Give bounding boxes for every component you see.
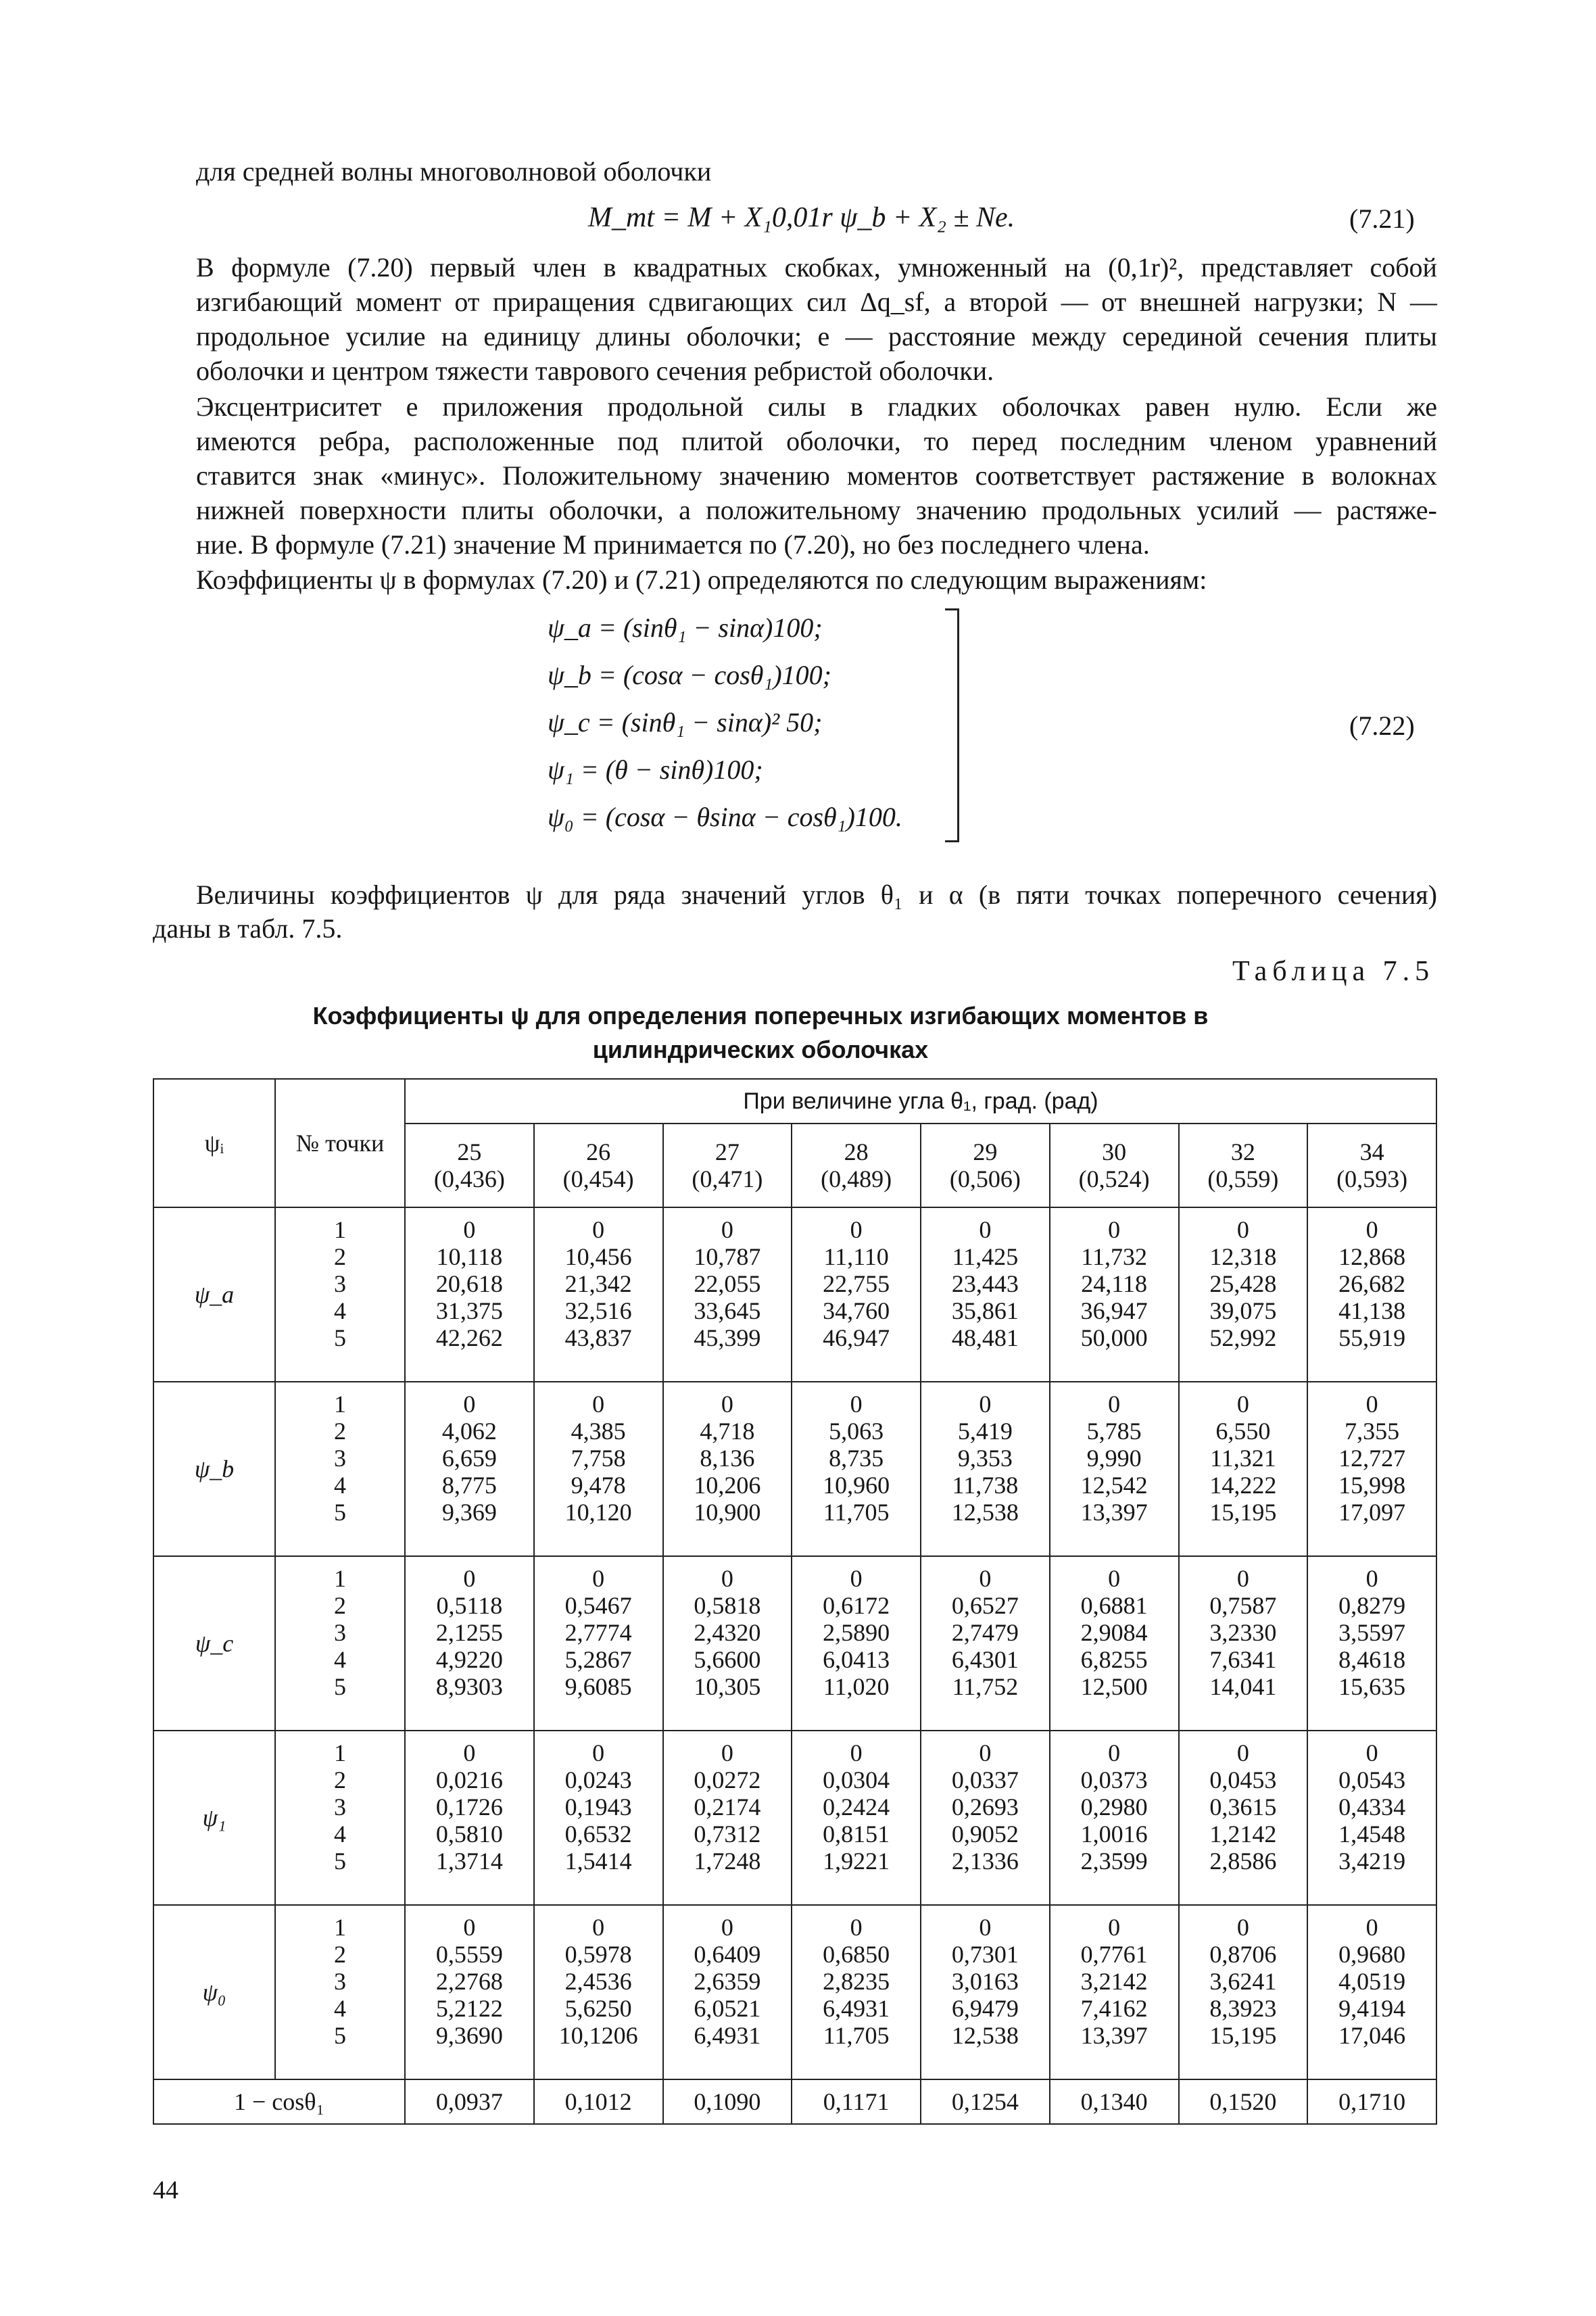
header-angle: 28 (0,489) [792, 1124, 921, 1207]
point-numbers: 1 2 3 4 5 [275, 1731, 405, 1905]
point-numbers: 1 2 3 4 5 [275, 1207, 405, 1382]
value-cell: 0 0,8279 3,5597 8,4618 15,635 [1307, 1556, 1436, 1731]
value-cell: 0 0,0304 0,2424 0,8151 1,9221 [792, 1731, 921, 1905]
value-cell: 0 0,0216 0,1726 0,5810 1,3714 [405, 1731, 534, 1905]
value-cell: 0,1012 [534, 2079, 663, 2124]
header-angle: 27 (0,471) [663, 1124, 792, 1207]
row-label: 1 − cosθ₁ [153, 2079, 405, 2124]
table-row [153, 1731, 1436, 1905]
value-cell: 0 0,7761 3,2142 7,4162 13,397 [1050, 1905, 1179, 2079]
value-cell: 0 0,6527 2,7479 6,4301 11,752 [921, 1556, 1050, 1731]
para-line: Эксцентриситет e приложения продольной силы в гладких оболочках равен нулю. Если же [196, 391, 1437, 422]
value-cell: 0 0,5818 2,4320 5,6600 10,305 [663, 1556, 792, 1731]
para-line: Коэффициенты ψ в формулах (7.20) и (7.21) определяются по следующим выражениям: [196, 564, 1207, 595]
equation-7-21: M_mt = M + X₁0,01r ψ_b + X₂ ± Ne. [588, 202, 1015, 233]
equation-7-22-line: ψ_b = (cosα − cosθ₁)100; [548, 660, 831, 690]
value-cell: 0 0,8706 3,6241 8,3923 15,195 [1179, 1905, 1308, 2079]
value-cell: 0 0,0543 0,4334 1,4548 3,4219 [1307, 1731, 1436, 1905]
para-line: В формуле (7.20) первый член в квадратных скобках, умноженный на (0,1r)², представляет собой [196, 252, 1437, 283]
equation-7-22-line: ψ₀ = (cosα − θsinα − cosθ₁)100. [548, 802, 902, 832]
value-cell: 0 5,063 8,735 10,960 11,705 [792, 1382, 921, 1556]
equation-7-22-line: ψ_c = (sinθ₁ − sinα)² 50; [548, 707, 823, 738]
table-caption: Таблица 7.5 [1232, 956, 1435, 987]
header-angle: 25 (0,436) [405, 1124, 534, 1207]
equation-number-7-22: (7.22) [1349, 710, 1415, 741]
value-cell: 0,1340 [1050, 2079, 1179, 2124]
table-row [153, 2079, 1436, 2124]
value-cell: 0 0,0243 0,1943 0,6532 1,5414 [534, 1731, 663, 1905]
header-angle: 32 (0,559) [1179, 1124, 1308, 1207]
value-cell: 0 0,6172 2,5890 6,0413 11,020 [792, 1556, 921, 1731]
value-cell: 0 4,718 8,136 10,206 10,900 [663, 1382, 792, 1556]
value-cell: 0 0,9680 4,0519 9,4194 17,046 [1307, 1905, 1436, 2079]
value-cell: 0,1254 [921, 2079, 1050, 2124]
table-row [153, 1207, 1436, 1382]
value-cell: 0 10,456 21,342 32,516 43,837 [534, 1207, 663, 1382]
value-cell: 0 12,868 26,682 41,138 55,919 [1307, 1207, 1436, 1382]
para-line: оболочки и центром тяжести таврового сечения ребристой оболочки. [196, 356, 994, 386]
row-label: ψ₁ [153, 1731, 275, 1905]
header-angle: 29 (0,506) [921, 1124, 1050, 1207]
right-brace [945, 608, 959, 842]
para-line: ние. В формуле (7.21) значение M принимается по (7.20), но без последнего члена. [196, 529, 1150, 560]
para-line: изгибающий момент от приращения сдвигающих сил Δq_sf, а второй — от внешней нагрузки; N — [196, 287, 1437, 317]
value-cell: 0 0,0453 0,3615 1,2142 2,8586 [1179, 1731, 1308, 1905]
page-number: 44 [153, 2176, 178, 2204]
value-cell: 0,1171 [792, 2079, 921, 2124]
value-cell: 0,0937 [405, 2079, 534, 2124]
row-label: ψ_c [153, 1556, 275, 1731]
para-line: нижней поверхности плиты оболочки, а положительному значению продольных усилий — растяже- [196, 495, 1437, 525]
value-cell: 0 4,385 7,758 9,478 10,120 [534, 1382, 663, 1556]
para-line: имеются ребра, расположенные под плитой оболочки, то перед последним членом уравнений [196, 426, 1437, 456]
value-cell: 0 0,6850 2,8235 6,4931 11,705 [792, 1905, 921, 2079]
value-cell: 0,1090 [663, 2079, 792, 2124]
table-title: Коэффициенты ψ для определения поперечных изгибающих моментов в цилиндрических оболочках [312, 1002, 1209, 1063]
point-numbers: 1 2 3 4 5 [275, 1905, 405, 2079]
header-angle: 34 (0,593) [1307, 1124, 1436, 1207]
row-label: ψ₀ [153, 1905, 275, 2079]
header-point: № точки [275, 1079, 405, 1207]
header-angle-group: При величине угла θ₁, град. (рад) [405, 1079, 1436, 1124]
value-cell: 0,1710 [1307, 2079, 1436, 2124]
row-label: ψ_a [153, 1207, 275, 1382]
value-cell: 0 0,5118 2,1255 4,9220 8,9303 [405, 1556, 534, 1731]
para-line: продольное усилие на единицу длины оболочки; e — расстояние между серединой сечения плиты [196, 321, 1437, 352]
point-numbers: 1 2 3 4 5 [275, 1382, 405, 1556]
para-line: для средней волны многоволновой оболочки [196, 156, 712, 187]
value-cell: 0 0,0272 0,2174 0,7312 1,7248 [663, 1731, 792, 1905]
table-row [153, 1382, 1436, 1556]
value-cell: 0 6,550 11,321 14,222 15,195 [1179, 1382, 1308, 1556]
header-angle: 30 (0,524) [1050, 1124, 1179, 1207]
value-cell: 0 11,425 23,443 35,861 48,481 [921, 1207, 1050, 1382]
value-cell: 0 0,5559 2,2768 5,2122 9,3690 [405, 1905, 534, 2079]
value-cell: 0 0,5467 2,7774 5,2867 9,6085 [534, 1556, 663, 1731]
para-line: даны в табл. 7.5. [153, 913, 343, 944]
header-psi: ψᵢ [153, 1079, 275, 1207]
value-cell: 0 10,118 20,618 31,375 42,262 [405, 1207, 534, 1382]
value-cell: 0 0,6881 2,9084 6,8255 12,500 [1050, 1556, 1179, 1731]
table-row [153, 1556, 1436, 1731]
value-cell: 0 10,787 22,055 33,645 45,399 [663, 1207, 792, 1382]
value-cell: 0 0,7301 3,0163 6,9479 12,538 [921, 1905, 1050, 2079]
equation-7-22-line: ψ₁ = (θ − sinθ)100; [548, 754, 763, 785]
value-cell: 0 11,110 22,755 34,760 46,947 [792, 1207, 921, 1382]
value-cell: 0 5,419 9,353 11,738 12,538 [921, 1382, 1050, 1556]
value-cell: 0 0,6409 2,6359 6,0521 6,4931 [663, 1905, 792, 2079]
row-label: ψ_b [153, 1382, 275, 1556]
value-cell: 0 0,5978 2,4536 5,6250 10,1206 [534, 1905, 663, 2079]
para-line: Величины коэффициентов ψ для ряда значений углов θ₁ и α (в пяти точках поперечного сечения) [196, 879, 1437, 910]
para-line: ставится знак «минус». Положительному значению моментов соответствует растяжение в волокнах [196, 460, 1437, 491]
value-cell: 0 5,785 9,990 12,542 13,397 [1050, 1382, 1179, 1556]
value-cell: 0 0,0373 0,2980 1,0016 2,3599 [1050, 1731, 1179, 1905]
value-cell: 0 0,0337 0,2693 0,9052 2,1336 [921, 1731, 1050, 1905]
table-row [153, 1905, 1436, 2079]
coefficients-table [153, 1078, 1437, 2125]
value-cell: 0 0,7587 3,2330 7,6341 14,041 [1179, 1556, 1308, 1731]
equation-number-7-21: (7.21) [1349, 203, 1415, 234]
value-cell: 0 11,732 24,118 36,947 50,000 [1050, 1207, 1179, 1382]
table-header-row [153, 1079, 1436, 1124]
header-angle: 26 (0,454) [534, 1124, 663, 1207]
value-cell: 0 12,318 25,428 39,075 52,992 [1179, 1207, 1308, 1382]
equation-7-22-line: ψ_a = (sinθ₁ − sinα)100; [548, 612, 823, 643]
value-cell: 0,1520 [1179, 2079, 1308, 2124]
point-numbers: 1 2 3 4 5 [275, 1556, 405, 1731]
value-cell: 0 4,062 6,659 8,775 9,369 [405, 1382, 534, 1556]
value-cell: 0 7,355 12,727 15,998 17,097 [1307, 1382, 1436, 1556]
